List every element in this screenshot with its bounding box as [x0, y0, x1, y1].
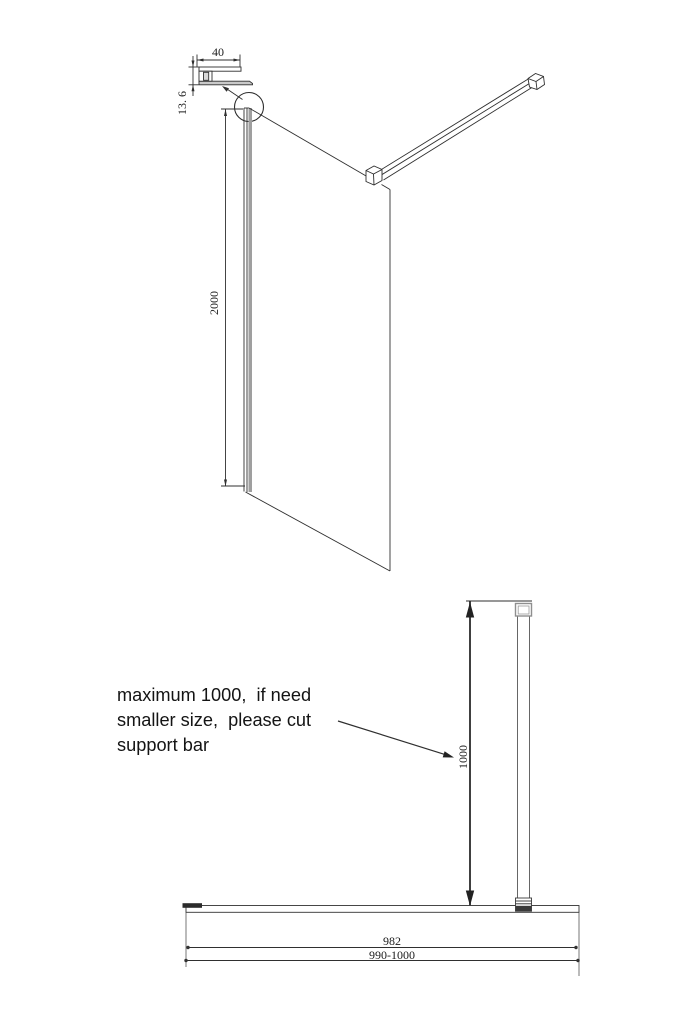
wall-end-cap-iso — [528, 74, 545, 90]
wall-profile-iso — [244, 108, 252, 492]
support-bar-iso — [379, 79, 534, 181]
dim-support-bar-length — [466, 601, 532, 907]
dim-label-bracket-height: 13. 6 — [175, 91, 189, 115]
note-line-1: maximum 1000, if need — [117, 685, 312, 705]
detail-leader-arrow — [222, 86, 243, 100]
cut-support-bar-note — [117, 683, 311, 758]
note-line-2: smaller size, please cut — [117, 710, 312, 730]
note-leader-arrow — [338, 721, 454, 758]
wall-bracket-plan — [516, 604, 532, 617]
glass-clamp-iso — [366, 166, 382, 185]
dim-label-overall-width: 990-1000 — [369, 948, 415, 962]
note-line-3: support bar — [117, 735, 210, 755]
dim-label-bracket-width: 40 — [212, 45, 224, 59]
support-bar-plan — [518, 616, 530, 898]
dim-label-support-bar-length: 1000 — [456, 745, 470, 769]
dim-label-glass-width: 982 — [383, 934, 401, 948]
bracket-profile-detail — [199, 67, 253, 85]
dim-panel-height — [221, 109, 245, 487]
bar-clamp-plan — [516, 898, 532, 911]
dim-label-panel-height: 2000 — [207, 291, 221, 315]
wall-profile-plan — [183, 903, 203, 908]
